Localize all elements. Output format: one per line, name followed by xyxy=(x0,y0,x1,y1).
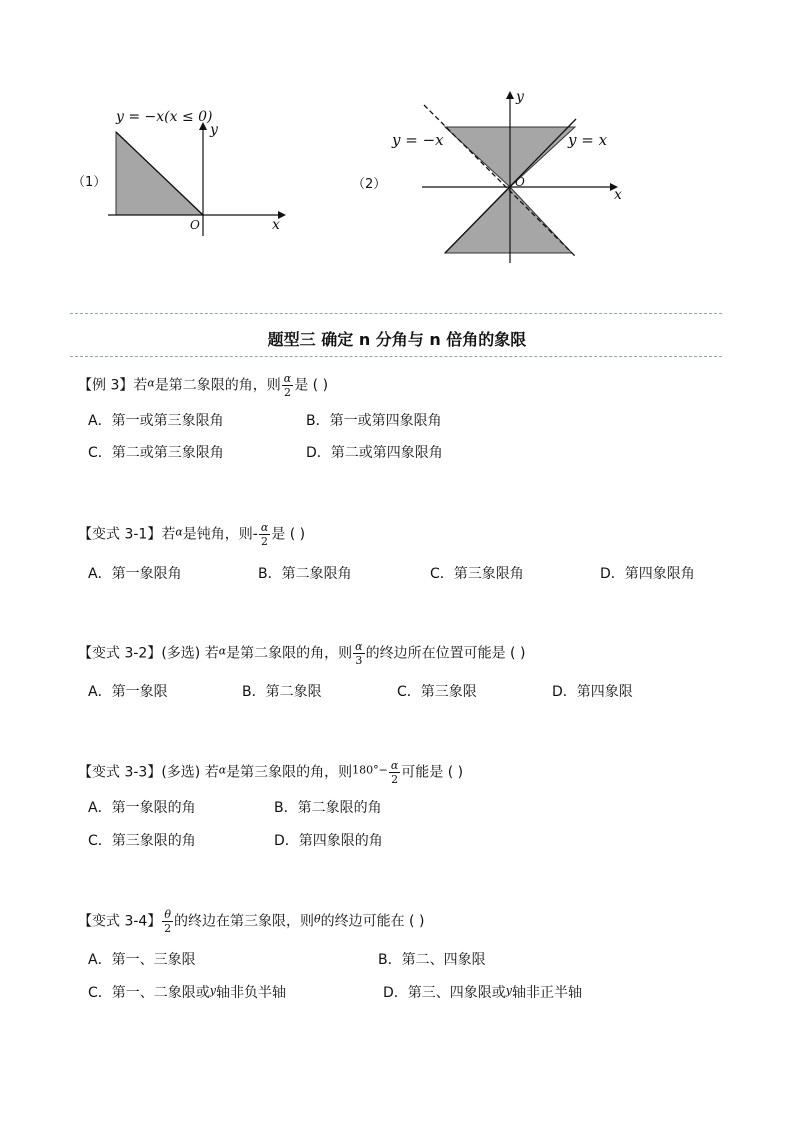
figure-1-y-label: y xyxy=(210,122,218,138)
question-text: 是钝角，则 xyxy=(182,526,253,543)
fraction: $\frac{\alpha}{2}$ xyxy=(283,372,292,399)
alpha-symbol: α xyxy=(147,376,155,390)
question-text: 是第三象限的角，则 xyxy=(226,764,353,781)
fraction: $\frac{\alpha}{3}$ xyxy=(355,640,363,667)
option-a[interactable]: A．第一象限的角 xyxy=(88,800,196,816)
option-d[interactable] xyxy=(383,982,582,1002)
figure-2-right-line-label: y = x xyxy=(568,131,608,149)
figure-2-y-label: y xyxy=(516,89,524,105)
question-tag: 【变式 3-2】 xyxy=(78,645,162,662)
option-c[interactable] xyxy=(88,982,286,1002)
question-text: 是第二象限的角，则 xyxy=(154,377,281,394)
alpha-symbol: α xyxy=(218,644,227,658)
question-tag: 【变式 3-3】 xyxy=(78,764,162,781)
option-d[interactable]: D．第四象限角 xyxy=(600,566,695,582)
option-d[interactable]: D．第四象限的角 xyxy=(274,833,383,849)
figure-1-origin: O xyxy=(190,218,200,232)
option-b[interactable]: B．第一或第四象限角 xyxy=(306,413,442,429)
option-b[interactable]: B．第二、四象限 xyxy=(378,952,486,968)
minus-sign: - xyxy=(252,526,258,543)
option-a[interactable]: A．第一象限 xyxy=(88,684,168,700)
fraction: $\frac{\theta}{2}$ xyxy=(164,908,172,935)
section-title: 题型三 确定 n 分角与 n 倍角的象限 xyxy=(267,330,527,349)
minus-sign: − xyxy=(378,763,388,777)
question-variant-3-3 xyxy=(78,760,463,785)
figure-2-x-label: x xyxy=(614,187,622,203)
question-variant-3-2 xyxy=(78,641,525,666)
question-text: 是第二象限的角，则 xyxy=(226,645,353,662)
section-divider-top xyxy=(70,313,722,314)
y-symbol: y xyxy=(505,984,512,997)
option-b[interactable]: B．第二象限的角 xyxy=(274,800,382,816)
question-text: 是 ( ) xyxy=(294,377,329,394)
question-text: 若 xyxy=(161,526,176,543)
option-d[interactable]: D．第四象限 xyxy=(552,684,633,700)
question-text: 的终边在第三象限，则 xyxy=(173,913,314,930)
figure-1-x-label: x xyxy=(272,217,280,233)
alpha-symbol: α xyxy=(218,763,227,777)
option-b[interactable]: B．第二象限角 xyxy=(258,566,352,582)
question-text: 的终边可能在 ( ) xyxy=(320,913,425,930)
figure-2-left-line-label: y = −x xyxy=(392,131,444,149)
question-text: 若 xyxy=(133,377,148,394)
option-d[interactable]: D．第二或第四象限角 xyxy=(306,445,443,461)
option-text: 轴非正半轴 xyxy=(512,985,582,1001)
question-tag: 【变式 3-1】 xyxy=(78,526,162,543)
option-a[interactable]: A．第一或第三象限角 xyxy=(88,413,224,429)
question-example-3 xyxy=(78,373,328,398)
fraction: $\frac{\alpha}{2}$ xyxy=(260,521,269,548)
question-text: 是 ( ) xyxy=(271,526,306,543)
question-text: (多选) 若 xyxy=(161,645,219,662)
option-c[interactable]: C．第三象限角 xyxy=(430,566,524,582)
question-text: 可能是 ( ) xyxy=(401,764,464,781)
figure-2-origin: O xyxy=(515,175,525,189)
option-a[interactable]: A．第一、三象限 xyxy=(88,952,196,968)
option-text: 轴非负半轴 xyxy=(216,985,286,1001)
figure-2-lower-region xyxy=(445,187,572,253)
option-a[interactable]: A．第一象限角 xyxy=(88,566,182,582)
degree-value: 180° xyxy=(352,763,379,777)
option-c[interactable]: C．第三象限的角 xyxy=(88,833,196,849)
fraction: $\frac{\alpha}{2}$ xyxy=(390,759,399,786)
question-variant-3-4 xyxy=(78,909,424,934)
option-c[interactable]: C．第三象限 xyxy=(397,684,477,700)
figure-2-label: （2） xyxy=(352,177,387,192)
option-c[interactable]: C．第二或第三象限角 xyxy=(88,445,224,461)
y-symbol: y xyxy=(209,984,216,997)
theta-symbol: θ xyxy=(313,912,321,926)
option-text: C．第一、二象限或 xyxy=(88,985,210,1001)
figure-2-y-arrow xyxy=(506,91,514,99)
question-tag: 【例 3】 xyxy=(78,377,134,394)
question-tag: 【变式 3-4】 xyxy=(78,913,162,930)
section-divider-bottom xyxy=(70,356,722,357)
option-b[interactable]: B．第二象限 xyxy=(242,684,322,700)
question-text: (多选) 若 xyxy=(161,764,219,781)
question-text: 的终边所在位置可能是 ( ) xyxy=(365,645,526,662)
figure-1-equation: y = −x(x ≤ 0) xyxy=(116,109,213,125)
figure-1-label: （1） xyxy=(72,175,107,190)
question-variant-3-1 xyxy=(78,522,305,547)
option-text: D．第三、四象限或 xyxy=(383,985,506,1001)
alpha-symbol: α xyxy=(175,525,183,539)
